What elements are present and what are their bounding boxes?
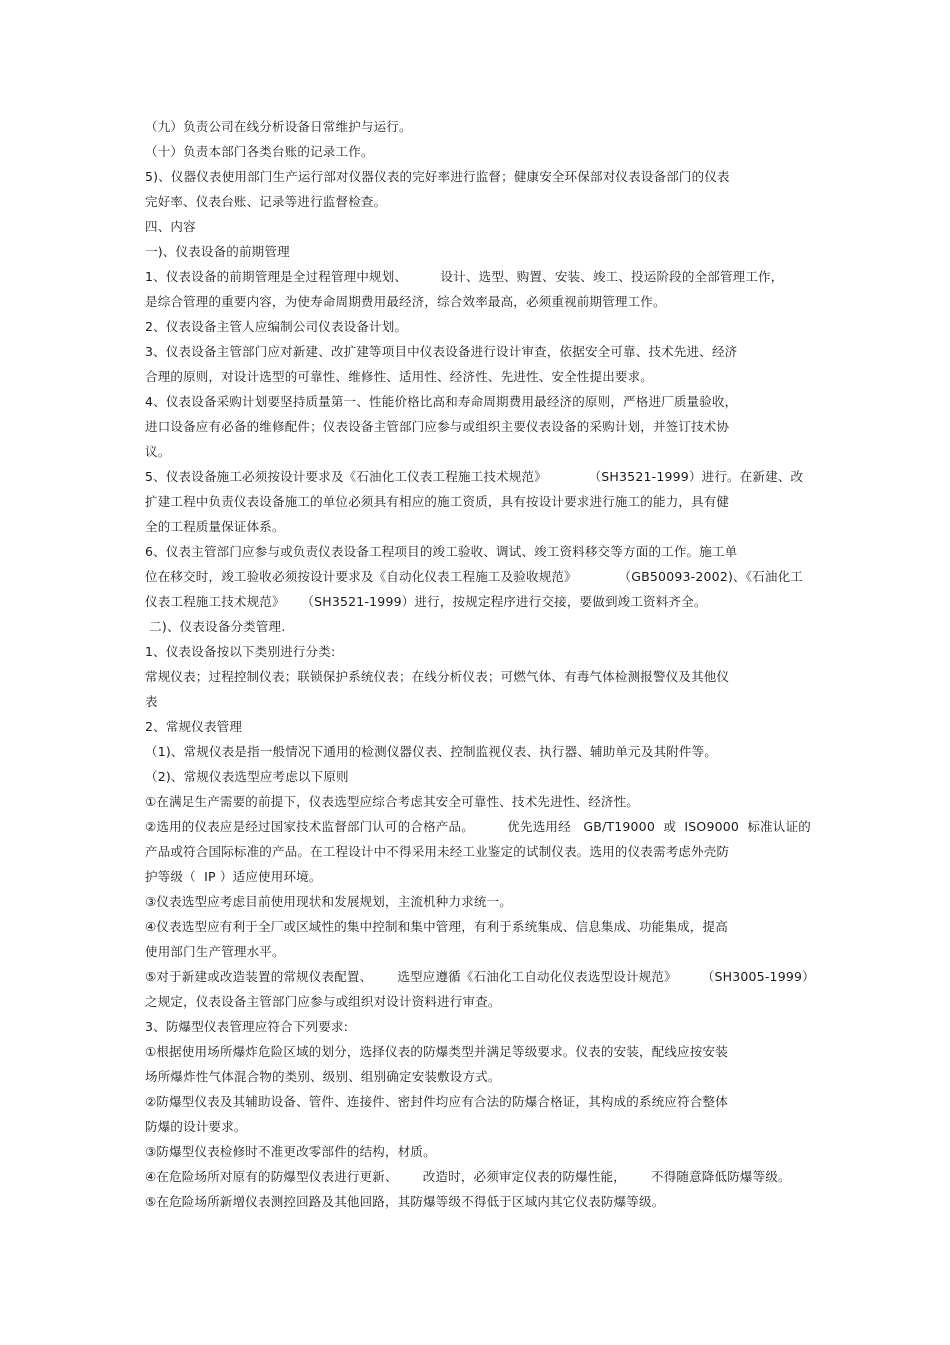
- text-line: ②选用的仪表应是经过国家技术监督部门认可的合格产品。 优先选用经 GB/T19000 或 ISO9000 标准认证的: [145, 819, 811, 834]
- text-line: 完好率、仪表台账、记录等进行监督检查。: [145, 194, 387, 209]
- text-line: 扩建工程中负责仪表设备施工的单位必须具有相应的施工资质，具有按设计要求进行施工的能力，具有健: [145, 494, 730, 509]
- text-line: 3、防爆型仪表管理应符合下列要求:: [145, 1019, 349, 1034]
- text-line: 5、仪表设备施工必须按设计要求及《石油化工仪表工程施工技术规范》 （SH3521-1999）进行。在新建、改: [145, 469, 804, 484]
- text-line: ③防爆型仪表检修时不准更改零部件的结构，材质。: [145, 1144, 436, 1159]
- text-line: 5)、仪器仪表使用部门生产运行部对仪器仪表的完好率进行监督；健康安全环保部对仪表设备部门的仪表: [145, 169, 730, 184]
- text-line: 表: [145, 694, 158, 709]
- text-line: 护等级（ IP ）适应使用环境。: [145, 869, 322, 884]
- text-line: 1、仪表设备按以下类别进行分类:: [145, 644, 336, 659]
- text-line: 议。: [145, 444, 171, 459]
- text-line: （1)、常规仪表是指一般情况下通用的检测仪器仪表、控制监视仪表、执行器、辅助单元及其附件等。: [145, 744, 718, 759]
- text-line: 4、仪表设备采购计划要坚持质量第一、性能价格比高和寿命周期费用最经济的原则，严格进厂质量验收，: [145, 394, 738, 409]
- text-line: （2)、常规仪表选型应考虑以下原则: [145, 769, 349, 784]
- text-line: ②防爆型仪表及其辅助设备、管件、连接件、密封件均应有合法的防爆合格证，其构成的系统应符合整体: [145, 1094, 728, 1109]
- text-line: （十）负责本部门各类台账的记录工作。: [145, 144, 374, 159]
- text-line: ④在危险场所对原有的防爆型仪表进行更新、 改造时，必须审定仪表的防爆性能， 不得随意降低防爆等级。: [145, 1169, 791, 1184]
- text-line: 6、仪表主管部门应参与或负责仪表设备工程项目的竣工验收、调试、竣工资料移交等方面的工作。施工单: [145, 544, 738, 559]
- text-line: ⑤在危险场所新增仪表测控回路及其他回路，其防爆等级不得低于区域内其它仪表防爆等级。: [145, 1194, 665, 1209]
- text-line: 产品或符合国际标准的产品。在工程设计中不得采用未经工业鉴定的试制仪表。选用的仪表需考虑外壳防: [145, 844, 730, 859]
- text-line: （九）负责公司在线分析设备日常维护与运行。: [145, 119, 412, 134]
- text-line: ④仪表选型应有利于全厂或区域性的集中控制和集中管理，有利于系统集成、信息集成、功能集成，提高: [145, 919, 728, 934]
- text-line: ③仪表选型应考虑目前使用现状和发展规划，主流机种力求统一。: [145, 894, 513, 909]
- text-line: 仪表工程施工技术规范》 （SH3521-1999）进行，按规定程序进行交接，要做到竣工资料齐全。: [145, 594, 707, 609]
- text-line: 场所爆炸性气体混合物的类别、级别、组别确定安装敷设方式。: [145, 1069, 501, 1084]
- text-line: ①在满足生产需要的前提下，仪表选型应综合考虑其安全可靠性、技术先进性、经济性。: [145, 794, 640, 809]
- text-line: 进口设备应有必备的维修配件；仪表设备主管部门应参与或组织主要仪表设备的采购计划，并签订技术协: [145, 419, 730, 434]
- text-line: 位在移交时，竣工验收必须按设计要求及《自动化仪表工程施工及验收规范》 （GB50093-2002)、《石油化工: [145, 569, 804, 584]
- text-line: ①根据使用场所爆炸危险区域的划分，选择仪表的防爆类型并满足等级要求。仪表的安装，配线应按安装: [145, 1044, 728, 1059]
- text-line: ⑤对于新建或改造装置的常规仪表配置、 选型应遵循《石油化工自动化仪表选型设计规范》 （SH3005-1999）: [145, 969, 815, 984]
- text-line: 之规定，仪表设备主管部门应参与或组织对设计资料进行审查。: [145, 994, 501, 1009]
- text-line: 常规仪表；过程控制仪表；联锁保护系统仪表；在线分析仪表；可燃气体、有毒气体检测报警仪及其他仪: [145, 669, 730, 684]
- text-line: 四、内容: [145, 219, 196, 234]
- text-line: 全的工程质量保证体系。: [145, 519, 285, 534]
- text-line: 防爆的设计要求。: [145, 1119, 247, 1134]
- text-line: 1、仪表设备的前期管理是全过程管理中规划、 设计、选型、购置、安装、竣工、投运阶段的全部管理工作，: [145, 269, 784, 284]
- text-line: 3、仪表设备主管部门应对新建、改扩建等项目中仪表设备进行设计审查，依据安全可靠、技术先进、经济: [145, 344, 738, 359]
- text-line: 是综合管理的重要内容，为使寿命周期费用最经济，综合效率最高，必须重视前期管理工作。: [145, 294, 666, 309]
- text-line: 合理的原则，对设计选型的可靠性、维修性、适用性、经济性、先进性、安全性提出要求。: [145, 369, 654, 384]
- text-line: 一)、仪表设备的前期管理: [145, 244, 290, 259]
- text-line: 二)、仪表设备分类管理.: [145, 619, 286, 634]
- text-line: 2、仪表设备主管人应编制公司仪表设备计划。: [145, 319, 408, 334]
- text-line: 使用部门生产管理水平。: [145, 944, 285, 959]
- text-line: 2、常规仪表管理: [145, 719, 243, 734]
